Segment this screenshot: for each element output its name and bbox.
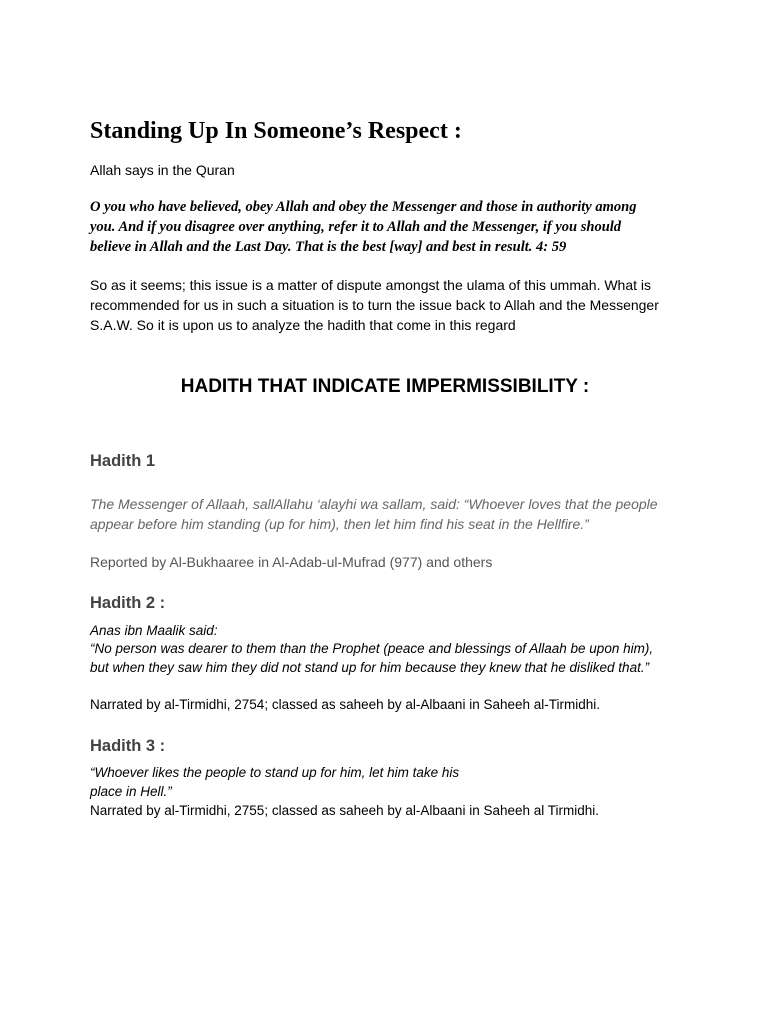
hadith-1-heading: Hadith 1 — [90, 452, 156, 470]
hadith-3-reference: Narrated by al-Tirmidhi, 2755; classed as saheeh by al-Albaani in Saheeh al Tirmidhi. — [90, 803, 600, 818]
hadith-2-heading: Hadith 2 : — [90, 594, 166, 612]
hadith-2-line: but when they saw him they did not stand up for him because they knew that he disliked that.” — [90, 659, 650, 675]
verse-line: O you who have believed, obey Allah and obey the Messenger and those in authority among — [90, 199, 637, 215]
hadith-1-line: appear before him standing (up for him), then let him find his seat in the Hellfire.” — [90, 516, 589, 532]
hadith-2-narrator: Anas ibn Maalik said: — [90, 623, 218, 638]
hadith-1-line: The Messenger of Allaah, sallAllahu ‘alayhi wa sallam, said: “Whoever loves that the people — [90, 496, 658, 512]
hadith-3-line: “Whoever likes the people to stand up for him, let him take his — [90, 765, 460, 780]
verse-line: you. And if you disagree over anything, refer it to Allah and the Messenger, if you should — [90, 219, 622, 235]
hadith-2-line: “No person was dearer to them than the Prophet (peace and blessings of Allaah be upon him), — [90, 641, 654, 656]
paragraph-line: S.A.W. So it is upon us to analyze the hadith that come in this regard — [90, 317, 516, 333]
hadith-1-text — [90, 494, 680, 534]
page-title: Standing Up In Someone’s Respect : — [90, 118, 462, 144]
verse-line: believe in Allah and the Last Day. That is the best [way] and best in result. 4: 59 — [90, 239, 567, 255]
dispute-paragraph — [90, 275, 680, 335]
paragraph-line: So as it seems; this issue is a matter of dispute amongst the ulama of this ummah. What is — [90, 277, 652, 293]
hadith-2-reference: Narrated by al-Tirmidhi, 2754; classed as saheeh by al-Albaani in Saheeh al-Tirmidhi. — [90, 697, 601, 712]
quran-verse — [90, 197, 680, 257]
hadith-3-line: place in Hell.” — [90, 783, 172, 799]
hadith-3-quote — [90, 764, 680, 801]
section-heading: HADITH THAT INDICATE IMPERMISSIBILITY : — [180, 376, 590, 397]
intro-text: Allah says in the Quran — [90, 162, 235, 178]
hadith-1-reference: Reported by Al-Bukhaaree in Al-Adab-ul-Mufrad (977) and others — [90, 554, 493, 570]
paragraph-line: recommended for us in such a situation is to turn the issue back to Allah and the Messenger — [90, 297, 659, 313]
hadith-3-heading: Hadith 3 : — [90, 737, 166, 755]
hadith-2-quote — [90, 640, 680, 677]
